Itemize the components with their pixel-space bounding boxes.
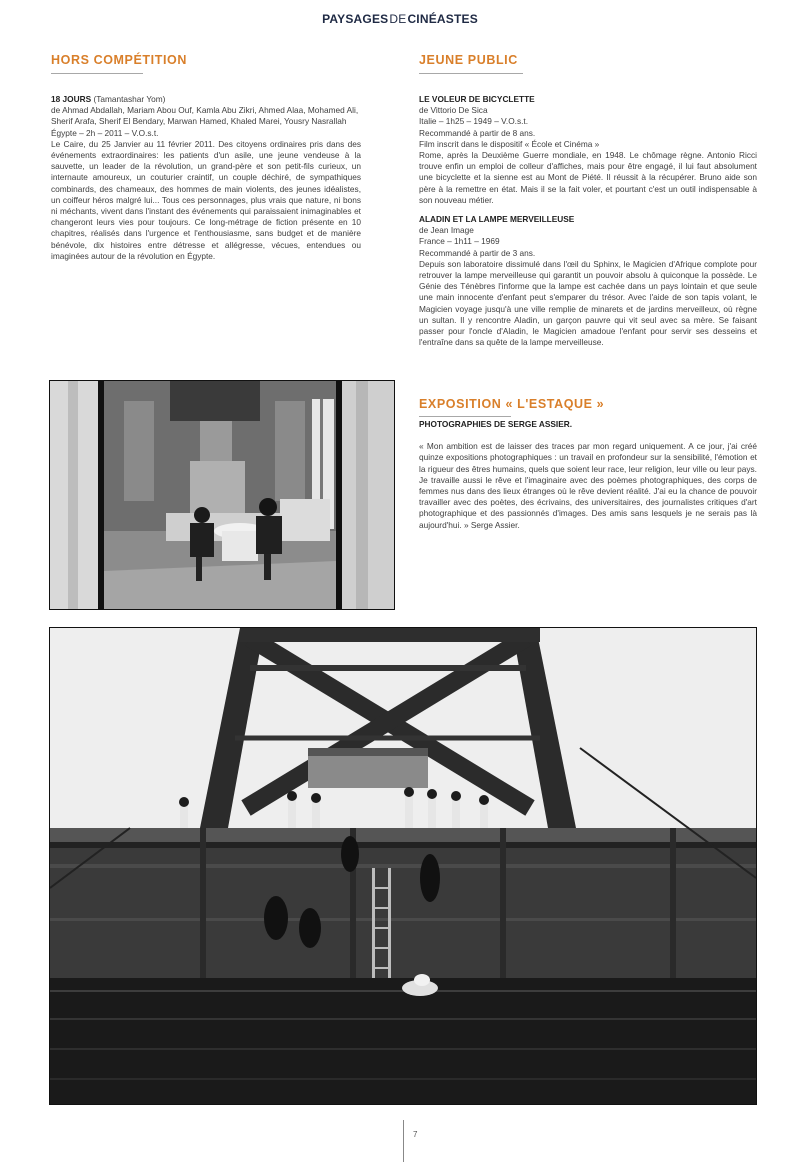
- interior-photo-image: [50, 381, 394, 609]
- film-age: Recommandé à partir de 8 ans.: [419, 127, 536, 138]
- exposition-column: [419, 419, 757, 531]
- masthead-part1: PAYSAGES: [322, 12, 389, 26]
- jeune-public-rule: [419, 73, 523, 74]
- exposition-text: « Mon ambition est de laisser des traces par mon regard uniquement. A ce jour, j'ai créé quinze expositions photographiques : un travail en profondeur sur la sensibilité, l'émotion et la rigueur des êtres humains, quels que soient leur race, leur religion, leur ville ou leur pays. Je travaille aussi le rêve et l'imaginaire avec des poèmes photographiques, des corps de femmes nus dans des lieux étranges où le rêve devient réalité. J'ai eu la chance de pouvoir travailler avec des poètes, des écrivains, des universitaires, des journalistes critiques d'art photographique et des passionnés d'images. Des amis sans lesquels je ne serais pas là aujourd'hui. » Serge Assier.: [419, 441, 757, 530]
- film-synopsis: Depuis son laboratoire dissimulé dans l'œil du Sphinx, le Magicien d'Afrique complote pour retrouver la lampe merveilleuse qui garantit un pouvoir absolu à quiconque la possède. Le Génie des Ténèbres l'informe que la lampe est cachée dans un pays lointain et que seule une main innocente d'enfant peut s'emparer du trésor. Avec l'aide de son tapis volant, le Magicien voyage jusqu'à une ville remplie de minarets et de jardins merveilleux, où règne un sultan. Il y rencontre Aladin, un garçon pauvre qui vit seul avec sa mère. Se faisant passer pour l'oncle d'Aladin, le Magicien amadoue l'enfant pour servir ses desseins et l'entraîne dans sa quête de la lampe merveilleuse.: [419, 258, 757, 348]
- film-synopsis: Rome, après la Deuxième Guerre mondiale, en 1948. Le chômage règne. Antonio Ricci trouve enfin un emploi de colleur d'affiches, mais pour être engagé, il lui faut absolument une bicyclette et la sienne est au Mont de Piété. Il réussit à la récupérer. Bruno aide son père à la remettre en état. Mais il se la fait voler, et pourtant c'est un outil indispensable à son nouveau métier.: [419, 150, 757, 205]
- jeune-public-column: [419, 94, 757, 348]
- film-note: Film inscrit dans le dispositif « École et Cinéma »: [419, 138, 600, 149]
- film-info: France – 1h11 – 1969: [419, 236, 500, 247]
- hors-competition-rule: [51, 73, 143, 74]
- crane-photo-image: [50, 628, 756, 1104]
- film-info: Italie – 1h25 – 1949 – V.O.s.t.: [419, 116, 529, 127]
- masthead-part3: CINÉASTES: [407, 12, 478, 26]
- jeune-public-heading: JEUNE PUBLIC: [419, 53, 518, 67]
- film-credits: de Ahmad Abdallah, Mariam Abou Ouf, Kamla Abu Zikri, Ahmed Alaa, Mohamed Ali, Sherif Arafa, Sherif El Bendary, Marwan Hamed, Khaled Marei, Yousry Nasrallah: [51, 105, 359, 127]
- film-title: 18 JOURS: [51, 94, 92, 104]
- page-number: 7: [413, 1130, 418, 1139]
- crane-photo: [49, 627, 757, 1105]
- film-title: LE VOLEUR DE BICYCLETTE: [419, 94, 535, 104]
- film-synopsis: Le Caire, du 25 Janvier au 11 février 2011. Des citoyens ordinaires pris dans des événements extraordinaires: les patients d'un asile, une jeune vendeuse à la sauvette, un leader de la révolution, un grand-père et son petit-fils curieux, un internaute amoureux, un couturier craintif, un couple déchiré, de sympathiques combinards, des chameaux, des hommes de main violents, des jeunes idéalistes, un coiffeur héros malgré lui... Tous ces personnages, plus vrais que nature, ni bons ni méchants, vivent dans l'instant des événements qui paraissaient inimaginables et changeront leurs vies pour toujours. Ce long-métrage de fiction présente en 10 chapitres, réalisés dans l'urgence et l'enthousiasme, sans budget et de manière bénévole, dix histoires entre détresse et allégresse, vécues, entendues ou imaginées autour de la révolution en Égypte.: [51, 138, 361, 261]
- masthead: [0, 12, 800, 26]
- film-director: de Vittorio De Sica: [419, 105, 488, 116]
- exposition-rule: [419, 416, 511, 417]
- film-director: de Jean Image: [419, 225, 474, 236]
- footer-rule: [403, 1120, 404, 1162]
- film-original-title: (Tamantashar Yom): [93, 94, 166, 104]
- masthead-part2: DE: [389, 12, 407, 26]
- hors-competition-heading: HORS COMPÉTITION: [51, 53, 187, 67]
- film-info: Égypte – 2h – 2011 – V.O.s.t.: [51, 127, 159, 138]
- film-age: Recommandé à partir de 3 ans.: [419, 247, 536, 258]
- exposition-heading: EXPOSITION « L'ESTAQUE »: [419, 397, 605, 411]
- film-title: ALADIN ET LA LAMPE MERVEILLEUSE: [419, 214, 575, 225]
- interior-photo: [49, 380, 395, 610]
- exposition-subheading: PHOTOGRAPHIES DE SERGE ASSIER.: [419, 419, 573, 429]
- hors-competition-column: [51, 94, 361, 262]
